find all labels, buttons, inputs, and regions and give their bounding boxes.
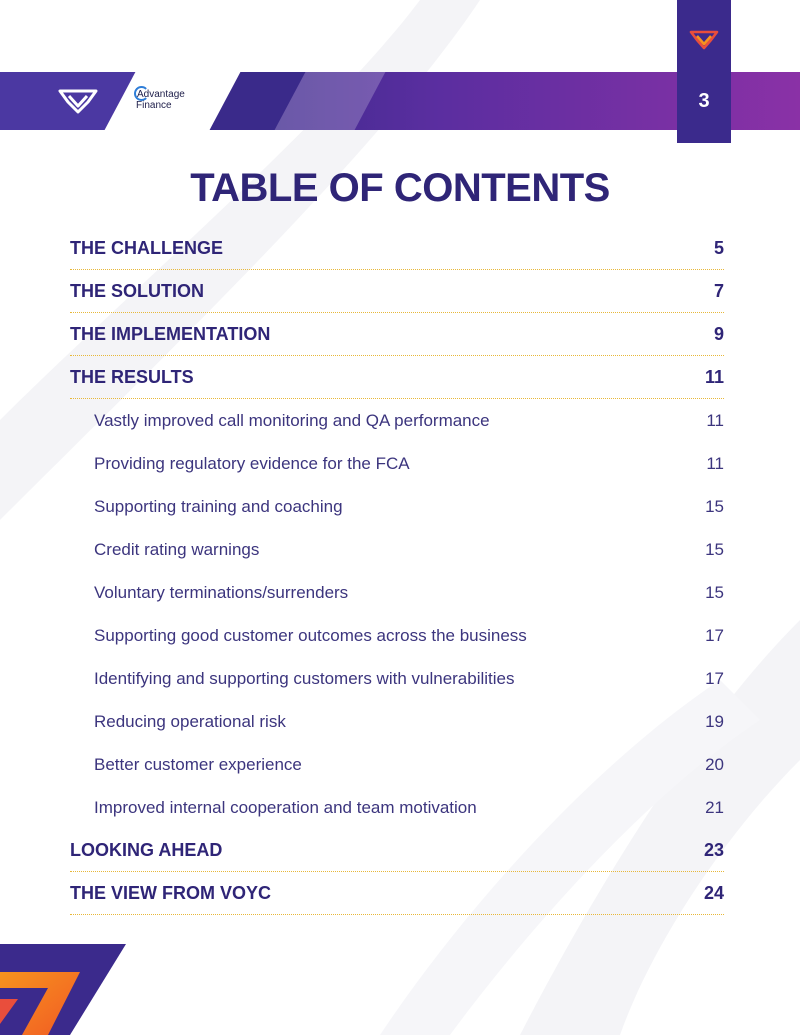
page-number-tab xyxy=(677,0,731,143)
toc-entry-label: THE VIEW FROM VOYC xyxy=(70,882,272,903)
toc-entry-page: 11 xyxy=(706,410,724,430)
table-of-contents xyxy=(70,227,724,915)
logo-word-1: Advantage xyxy=(137,89,185,100)
toc-entry-label: Better customer experience xyxy=(94,754,302,774)
logo-word-2: Finance xyxy=(136,100,172,111)
voyc-logo-icon xyxy=(689,30,719,50)
toc-entry-page: 15 xyxy=(705,496,724,516)
advantage-finance-logo xyxy=(134,84,204,118)
toc-subsection[interactable] xyxy=(70,571,724,614)
toc-entry-page: 23 xyxy=(703,839,724,860)
toc-subsection[interactable] xyxy=(70,786,724,829)
toc-entry-label: Supporting good customer outcomes across the business xyxy=(94,625,527,645)
toc-entry-label: Reducing operational risk xyxy=(94,711,286,731)
toc-entry-page: 5 xyxy=(713,237,724,258)
toc-subsection[interactable] xyxy=(70,399,724,442)
toc-subsection[interactable] xyxy=(70,657,724,700)
toc-entry-label: THE RESULTS xyxy=(70,366,194,387)
toc-entry-page: 17 xyxy=(705,625,724,645)
toc-entry-label: THE IMPLEMENTATION xyxy=(70,323,271,344)
page-number: 3 xyxy=(698,90,710,112)
toc-entry-label: Vastly improved call monitoring and QA performance xyxy=(94,410,490,430)
toc-entry-page: 15 xyxy=(705,582,724,602)
toc-entry-label: Voluntary terminations/surrenders xyxy=(94,582,349,602)
toc-subsection[interactable] xyxy=(70,442,724,485)
toc-entry-label: LOOKING AHEAD xyxy=(70,839,223,860)
toc-entry-page: 20 xyxy=(705,754,724,774)
toc-entry-page: 21 xyxy=(705,797,724,817)
page-title: TABLE OF CONTENTS xyxy=(190,166,610,210)
toc-entry-label: Providing regulatory evidence for the FCA xyxy=(94,453,410,473)
toc-subsection[interactable] xyxy=(70,743,724,786)
toc-section[interactable] xyxy=(70,356,724,399)
toc-entry-label: THE CHALLENGE xyxy=(70,237,223,258)
toc-entry-page: 15 xyxy=(705,539,724,559)
toc-section[interactable] xyxy=(70,227,724,270)
toc-entry-label: Identifying and supporting customers with vulnerabilities xyxy=(94,668,515,688)
toc-entry-label: Supporting training and coaching xyxy=(94,496,343,516)
voyc-logo-icon xyxy=(58,88,98,114)
toc-subsection[interactable] xyxy=(70,528,724,571)
toc-entry-label: Credit rating warnings xyxy=(94,539,260,559)
toc-entry-page: 9 xyxy=(713,323,724,344)
voyc-corner-logo xyxy=(0,944,130,1035)
toc-entry-page: 19 xyxy=(705,711,724,731)
toc-entry-page: 11 xyxy=(704,366,724,387)
toc-subsection[interactable] xyxy=(70,614,724,657)
toc-entry-label: Improved internal cooperation and team motivation xyxy=(94,797,477,817)
toc-section[interactable] xyxy=(70,270,724,313)
toc-section[interactable] xyxy=(70,313,724,356)
toc-entry-label: THE SOLUTION xyxy=(70,280,204,301)
toc-entry-page: 17 xyxy=(705,668,724,688)
toc-subsection[interactable] xyxy=(70,700,724,743)
toc-entry-page: 24 xyxy=(703,882,724,903)
toc-entry-page: 7 xyxy=(713,280,724,301)
toc-entry-page: 11 xyxy=(706,453,724,473)
toc-section[interactable] xyxy=(70,872,724,915)
toc-subsection[interactable] xyxy=(70,485,724,528)
toc-section[interactable] xyxy=(70,829,724,872)
